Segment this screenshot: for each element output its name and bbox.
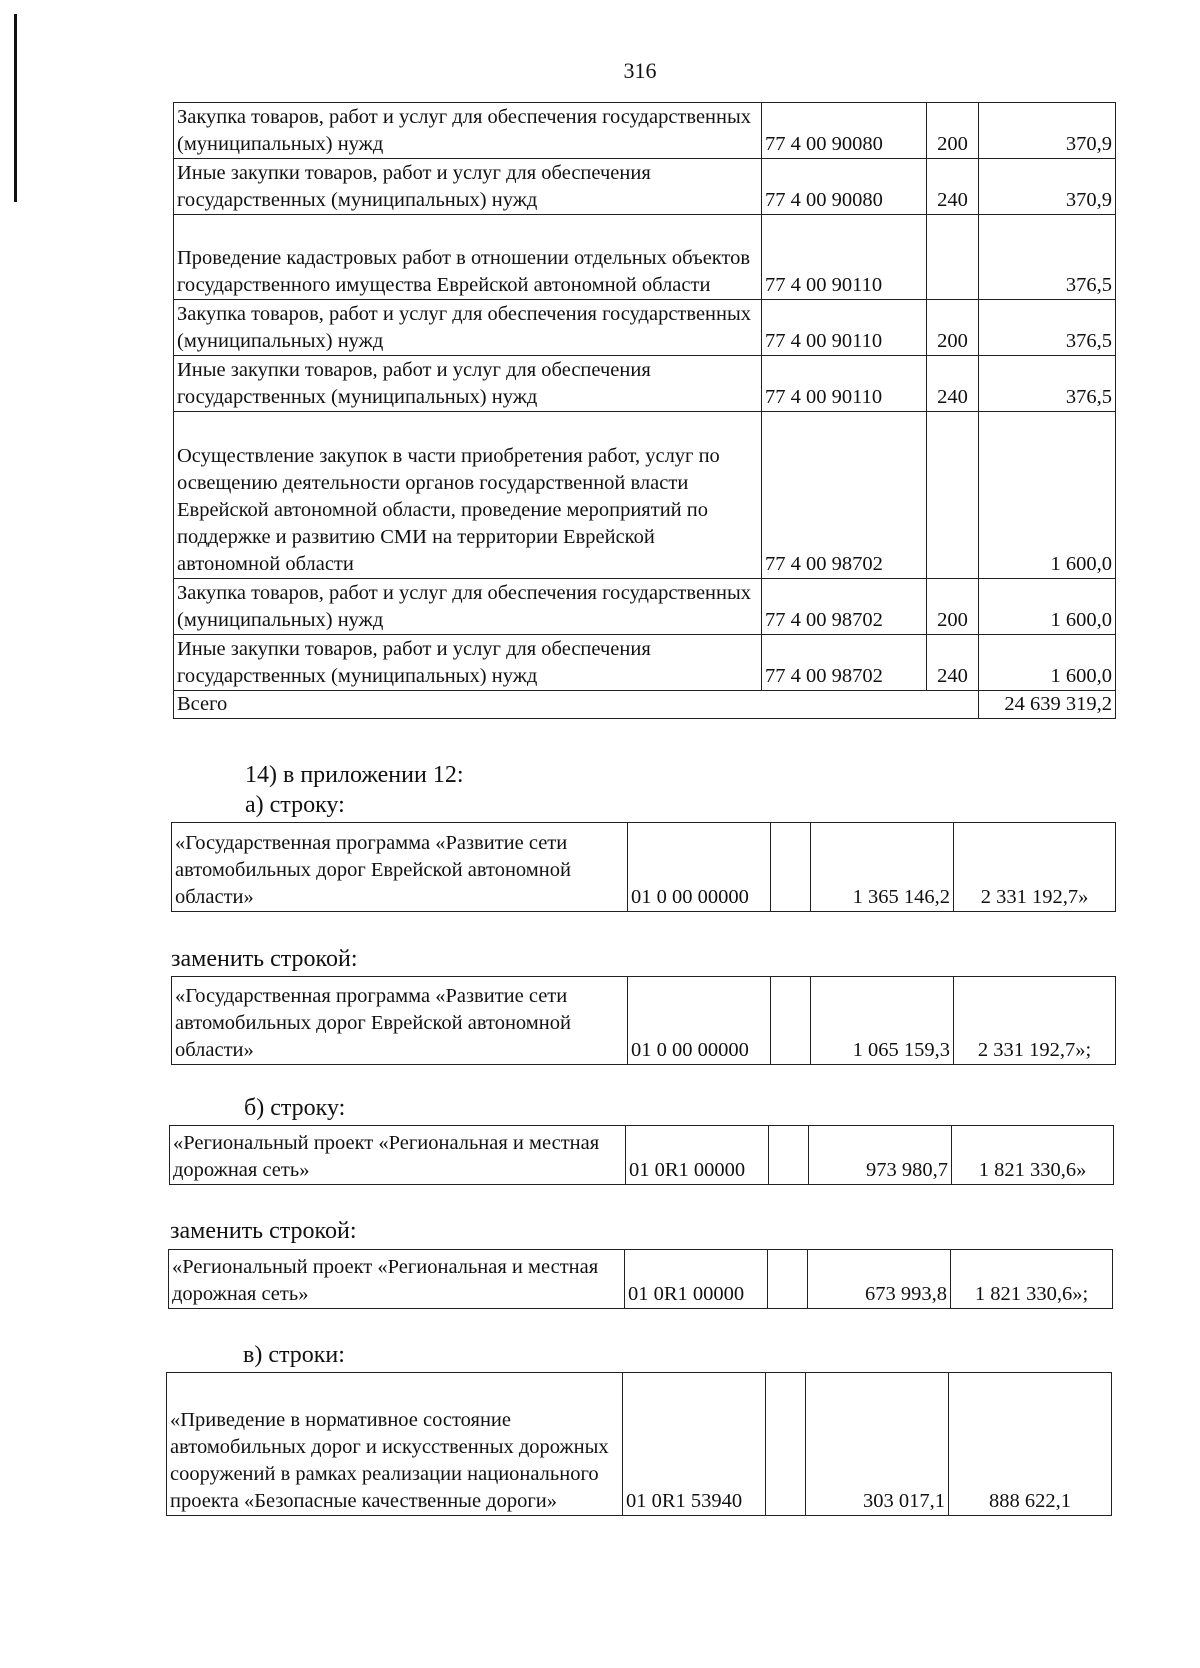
row-amount: 376,5 xyxy=(979,356,1116,412)
table-row xyxy=(174,356,1116,412)
subsection-c-label: в) строки: xyxy=(243,1342,345,1368)
row-name: Осуществление закупок в части приобретения работ, услуг по освещению деятельности органов государственной власти Еврейской автономной области, проведение мероприятий по поддержке и развитию СМИ на территории Еврейской автономной области xyxy=(174,412,762,579)
row-name: Иные закупки товаров, работ и услуг для обеспечения государственных (муниципальных) нужд xyxy=(174,159,762,215)
row-kind xyxy=(768,1250,808,1309)
row-value-1: 1 065 159,3 xyxy=(811,977,954,1065)
project-table-new xyxy=(168,1249,1113,1309)
row-code: 77 4 00 90110 xyxy=(762,300,927,356)
row-name: Закупка товаров, работ и услуг для обеспечения государственных (муниципальных) нужд xyxy=(174,300,762,356)
program-table-new xyxy=(171,976,1116,1065)
page-number: 316 xyxy=(623,58,657,83)
table-row xyxy=(169,1250,1113,1309)
row-value-1: 673 993,8 xyxy=(808,1250,951,1309)
row-code: 77 4 00 90080 xyxy=(762,103,927,159)
row-kind xyxy=(771,977,811,1065)
row-kind: 200 xyxy=(927,300,979,356)
row-value-2: 1 821 330,6» xyxy=(952,1126,1114,1185)
table-row xyxy=(174,215,1116,300)
row-value-2: 888 622,1 xyxy=(949,1373,1112,1516)
row-name: Проведение кадастровых работ в отношении отдельных объектов государственного имущества Еврейской автономной области xyxy=(174,215,762,300)
row-code: 77 4 00 90110 xyxy=(762,356,927,412)
row-kind xyxy=(766,1373,806,1516)
section-title: 14) в приложении 12: xyxy=(245,762,464,788)
row-kind: 240 xyxy=(927,635,979,691)
row-kind xyxy=(927,215,979,300)
row-kind: 240 xyxy=(927,356,979,412)
row-amount: 370,9 xyxy=(979,103,1116,159)
replace-label: заменить строкой: xyxy=(171,946,358,972)
row-code: 01 0R1 00000 xyxy=(626,1126,769,1185)
row-value-1: 1 365 146,2 xyxy=(811,823,954,912)
row-amount: 376,5 xyxy=(979,215,1116,300)
row-amount: 370,9 xyxy=(979,159,1116,215)
row-amount: 1 600,0 xyxy=(979,579,1116,635)
replace-label: заменить строкой: xyxy=(170,1218,357,1244)
row-amount: 1 600,0 xyxy=(979,412,1116,579)
row-value-2: 2 331 192,7» xyxy=(954,823,1116,912)
subsection-b-label: б) строку: xyxy=(244,1095,346,1121)
row-name: Иные закупки товаров, работ и услуг для обеспечения государственных (муниципальных) нужд xyxy=(174,635,762,691)
program-table-old xyxy=(171,822,1116,912)
row-kind xyxy=(927,412,979,579)
project-table-old xyxy=(169,1125,1114,1185)
row-code: 77 4 00 98702 xyxy=(762,412,927,579)
row-kind xyxy=(769,1126,809,1185)
row-kind xyxy=(771,823,811,912)
row-kind: 240 xyxy=(927,159,979,215)
budget-table xyxy=(173,102,1116,719)
row-code: 77 4 00 98702 xyxy=(762,635,927,691)
row-kind: 200 xyxy=(927,579,979,635)
table-row xyxy=(172,977,1116,1065)
row-code: 77 4 00 90080 xyxy=(762,159,927,215)
subsection-a-label: а) строку: xyxy=(245,792,345,818)
row-code: 01 0 00 00000 xyxy=(628,823,771,912)
table-row xyxy=(174,159,1116,215)
total-label: Всего xyxy=(174,691,979,719)
row-name: Закупка товаров, работ и услуг для обеспечения государственных (муниципальных) нужд xyxy=(174,579,762,635)
row-code: 77 4 00 90110 xyxy=(762,215,927,300)
row-amount: 376,5 xyxy=(979,300,1116,356)
row-amount: 1 600,0 xyxy=(979,635,1116,691)
row-code: 77 4 00 98702 xyxy=(762,579,927,635)
activity-table xyxy=(166,1372,1112,1516)
total-value: 24 639 319,2 xyxy=(979,691,1116,719)
row-value-1: 303 017,1 xyxy=(806,1373,949,1516)
table-row xyxy=(172,823,1116,912)
total-row xyxy=(174,691,1116,719)
row-kind: 200 xyxy=(927,103,979,159)
row-name: «Региональный проект «Региональная и местная дорожная сеть» xyxy=(170,1126,626,1185)
row-name: «Приведение в нормативное состояние автомобильных дорог и искусственных дорожных сооружений в рамках реализации национального проекта «Безопасные качественные дороги» xyxy=(167,1373,623,1516)
row-value-2: 2 331 192,7»; xyxy=(954,977,1116,1065)
row-code: 01 0 00 00000 xyxy=(628,977,771,1065)
row-name: «Региональный проект «Региональная и местная дорожная сеть» xyxy=(169,1250,625,1309)
table-row xyxy=(174,103,1116,159)
table-row xyxy=(170,1126,1114,1185)
row-code: 01 0R1 00000 xyxy=(625,1250,768,1309)
row-name: «Государственная программа «Развитие сети автомобильных дорог Еврейской автономной области» xyxy=(172,977,628,1065)
row-name: Закупка товаров, работ и услуг для обеспечения государственных (муниципальных) нужд xyxy=(174,103,762,159)
table-row xyxy=(174,635,1116,691)
row-name: «Государственная программа «Развитие сети автомобильных дорог Еврейской автономной области» xyxy=(172,823,628,912)
row-value-2: 1 821 330,6»; xyxy=(951,1250,1113,1309)
row-name: Иные закупки товаров, работ и услуг для обеспечения государственных (муниципальных) нужд xyxy=(174,356,762,412)
row-value-1: 973 980,7 xyxy=(809,1126,952,1185)
table-row xyxy=(174,412,1116,579)
scan-edge-mark xyxy=(14,14,17,202)
row-code: 01 0R1 53940 xyxy=(623,1373,766,1516)
table-row xyxy=(174,300,1116,356)
table-row xyxy=(174,579,1116,635)
table-row xyxy=(167,1373,1112,1516)
